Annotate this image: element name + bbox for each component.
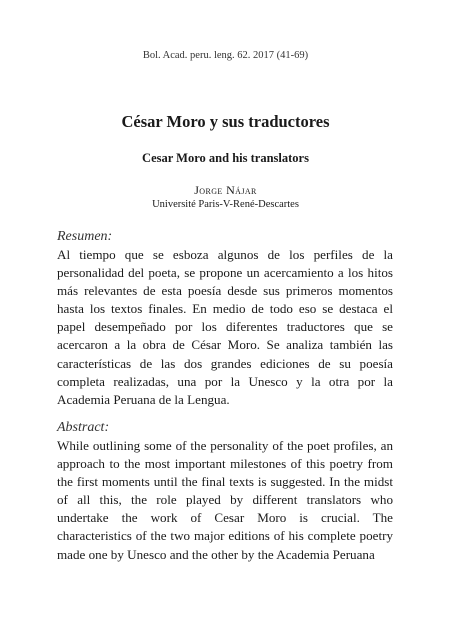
article-title: César Moro y sus traductores: [121, 112, 330, 131]
abstract-heading: Abstract:: [57, 420, 110, 435]
author-name: Jorge Nájar: [194, 183, 257, 197]
resumen-heading: Resumen:: [57, 229, 113, 244]
journal-citation: Bol. Acad. peru. leng. 62. 2017 (41-69): [142, 50, 309, 61]
author-affiliation: Université Paris-V-René-Descartes: [152, 199, 299, 210]
abstract-body: While outlining some of the personality of the poet profiles, an approach to the most important milestones of this poetry from the first moments until the final texts is suggested. In the midst of all this, the role played by different translators who undertake the work of Cesar Moro is crucial. The characteristics of the two major editions of his complete poetry made one by Unesco and the other by the Academia Peruana: [57, 438, 393, 562]
article-subtitle: Cesar Moro and his translators: [142, 151, 309, 165]
resumen-body: Al tiempo que se esboza algunos de los perfiles de la personalidad del poeta, se propone un acercamiento a los hitos más relevantes de esta poesía desde sus primeros momentos hasta los textos finales. En medio de todo eso se destaca el papel desempeñado por los diferentes traductores que se acercaron a la obra de César Moro. Se analiza también las características de las dos grandes ediciones de su poesía completa realizadas, una por la Unesco y la otra por la Academia Peruana de la Lengua.: [57, 247, 393, 407]
